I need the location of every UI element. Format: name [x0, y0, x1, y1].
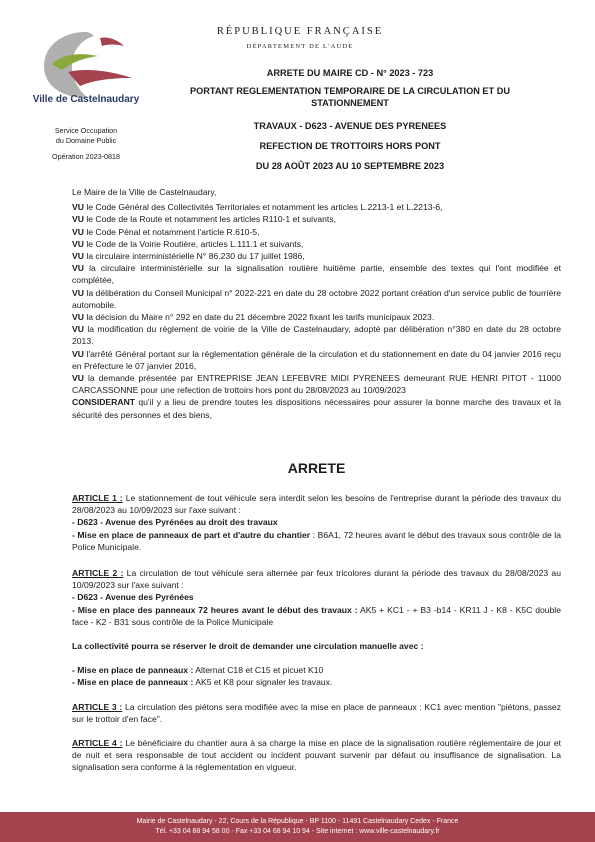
collectivite-line: La collectivité pourra se réserver le droit de demander une circulation manuelle avec : — [72, 641, 424, 652]
article-1 — [72, 492, 561, 516]
manual-line-2 — [72, 676, 561, 688]
visa-text: l'arrêté Général portant sur la réglementation générale de la circulation et du stationnement en date du 04 janvier 2016 reçu en Préfecture le 07 janvier 2016, — [72, 348, 561, 371]
visa-keyword: CONSIDERANT — [72, 397, 136, 408]
arrete-number: ARRETE DU MAIRE CD - N° 2023 - 723 — [266, 68, 434, 78]
visas-block — [72, 186, 561, 421]
service-line-1: Service Occupation — [54, 126, 118, 135]
visa-text: la modification du règlement de voirie de la Ville de Castelnaudary, adopté par délibération n°380 en date du 28 octobre 2013. — [72, 324, 561, 347]
article-2-panels-bold: - Mise en place des panneaux 72 heures avant le début des travaux : — [72, 604, 358, 615]
visa-item — [72, 238, 561, 250]
article-3-text: La circulation des piétons sera modifiée avec la mise en place de panneaux : KC1 avec mention "piétons, passez sur le trottoir d'en face". — [72, 701, 561, 724]
visa-text: la demande présentée par ENTREPRISE JEAN LEFEBVRE MIDI PYRENEES demeurant RUE HENRI PITOT - 11000 CARCASSONNE pour une refection de trottoirs hors pont du 28/08/2023 au 10/09/2023 — [72, 373, 561, 396]
visa-item — [72, 226, 561, 238]
article-2-axis: - D623 - Avenue des Pyrénées — [72, 592, 194, 603]
articles-block — [72, 492, 561, 774]
visa-keyword: VU — [72, 348, 84, 359]
visa-item — [72, 201, 561, 213]
visas-list — [72, 201, 561, 421]
manual-line-2-text: AK5 et K8 pour signaler les travaux. — [193, 677, 333, 688]
footer-address: Mairie de Castelnaudary - 22, Cours de la République - BP 1100 - 11491 Castelnaudary Cedex - France — [136, 818, 459, 825]
article-2-title: ARTICLE 2 : — [72, 568, 124, 579]
manual-line-1-bold: - Mise en place de panneaux : — [72, 665, 194, 676]
article-3-title: ARTICLE 3 : — [72, 701, 123, 712]
visa-keyword: VU — [72, 202, 84, 213]
article-2 — [72, 567, 561, 591]
visa-item — [72, 250, 561, 262]
article-1-panels-text: : B6A1, 72 heures avant le début des travaux sous contrôle de la Police Municipale. — [72, 529, 561, 552]
visa-item — [72, 311, 561, 323]
visa-item — [72, 213, 561, 225]
article-1-title: ARTICLE 1 : — [72, 493, 123, 503]
article-1-panels-bold: - Mise en place de panneaux de part et d'autre du chantier — [72, 529, 311, 540]
service-label — [22, 126, 150, 145]
refection-line: REFECTION DE TROTTOIRS HORS PONT — [259, 141, 441, 151]
visa-keyword: VU — [72, 226, 84, 237]
visa-text: la décision du Maire n° 292 en date du 21 décembre 2022 fixant les tarifs municipaux 2023. — [83, 312, 435, 323]
operation-number: Opération 2023-0818 — [52, 152, 120, 161]
title-line-1: PORTANT REGLEMENTATION TEMPORAIRE DE LA CIRCULATION ET DU — [189, 86, 510, 96]
visa-keyword: VU — [72, 287, 84, 298]
visa-item — [72, 396, 561, 420]
departement: DÉPARTEMENT DE L'AUDE — [246, 43, 354, 50]
article-1-panels — [72, 529, 561, 553]
visa-text: la circulaire interministérielle sur la signalisation routière huitième partie, ensemble des textes qui l'ont modifiée et complétée, — [72, 263, 561, 286]
article-3 — [72, 701, 561, 725]
republique-francaise: RÉPUBLIQUE FRANÇAISE — [216, 26, 384, 37]
visa-item — [72, 348, 561, 372]
article-1-axis: - D623 - Avenue des Pyrénées au droit des travaux — [72, 517, 278, 528]
article-4-text: Le bénéficiaire du chantier aura à sa charge la mise en place de la signalisation routière réglementaire de jour et de nuit et sera responsable de tout accident ou incident pouvant survenir par défaut ou insuffisance de signalisation. La signalisation sera conforme à la réglementation en vigueur. — [72, 738, 561, 773]
manual-line-1 — [72, 664, 561, 676]
visa-keyword: VU — [72, 251, 84, 262]
visa-keyword: VU — [72, 373, 84, 384]
service-line-2: du Domaine Public — [55, 135, 117, 145]
intro-line: Le Maire de la Ville de Castelnaudary, — [72, 187, 217, 197]
visa-item — [72, 372, 561, 396]
visa-item — [72, 287, 561, 311]
footer-contact: Tél. +33 04 68 94 58 00 - Fax +33 04 68 94 10 94 - Site internet : www.ville-castelnaudary.fr — [155, 828, 440, 835]
visa-text: la circulaire interministérielle N° 86.230 du 17 juillet 1986, — [83, 251, 305, 262]
article-4 — [72, 737, 561, 774]
title-line-2: STATIONNEMENT — [311, 98, 389, 108]
manual-line-2-bold: - Mise en place de panneaux : — [72, 677, 194, 688]
visa-keyword: VU — [72, 214, 84, 225]
article-1-text: Le stationnement de tout véhicule sera interdit selon les besoins de l'entreprise durant la période des travaux du 28/08/2023 au 10/09/2023 sur l'axe suivant : — [72, 493, 561, 516]
visa-text: le Code de la Voirie Routière, articles L.111.1 et suivants, — [83, 238, 304, 249]
visa-text: la délibération du Conseil Municipal n° 2022-221 en date du 28 octobre 2022 portant création d'un service public de fourrière automobile. — [72, 287, 561, 310]
visa-text: le Code de la Route et notamment les articles R110-1 et suivants, — [83, 214, 337, 225]
visa-keyword: VU — [72, 238, 84, 249]
article-2-panels-text: AK5 + KC1 - + B3 -b14 - KR11 J - K8 - K5C double face - K2 - B31 sous contrôle de la Police Municipale — [72, 604, 561, 627]
article-2-panels — [72, 604, 561, 628]
visa-item — [72, 262, 561, 286]
town-name: Ville de Castelnaudary — [32, 94, 140, 105]
arrete-heading: ARRETE — [287, 460, 346, 476]
visa-text: qu'il y a lieu de prendre toutes les dispositions nécessaires pour assurer la bonne marche des travaux et la sécurité des personnes et des biens, — [72, 397, 561, 420]
article-4-title: ARTICLE 4 : — [72, 738, 123, 749]
footer-bar — [0, 812, 595, 842]
manual-line-1-text: Alternat C18 et C15 et picuet K10 — [193, 665, 324, 676]
visa-keyword: VU — [72, 312, 84, 323]
travaux-line: TRAVAUX - D623 - AVENUE DES PYRENEES — [253, 121, 447, 131]
visa-keyword: VU — [72, 263, 84, 274]
visa-text: le Code Général des Collectivités Territoriales et notamment les articles L.2213-1 et L.2213-6, — [83, 202, 443, 213]
visa-item — [72, 323, 561, 347]
article-2-text: La circulation de tout véhicule sera alternée par feux tricolores durant la période des travaux du 28/08/2023 au 10/09/2023 sur l'axe suivant : — [72, 568, 561, 591]
visa-keyword: VU — [72, 324, 84, 335]
visa-text: le Code Pénal et notamment l'article R.610-5, — [83, 226, 260, 237]
dates-line: DU 28 AOÛT 2023 AU 10 SEPTEMBRE 2023 — [255, 161, 445, 171]
